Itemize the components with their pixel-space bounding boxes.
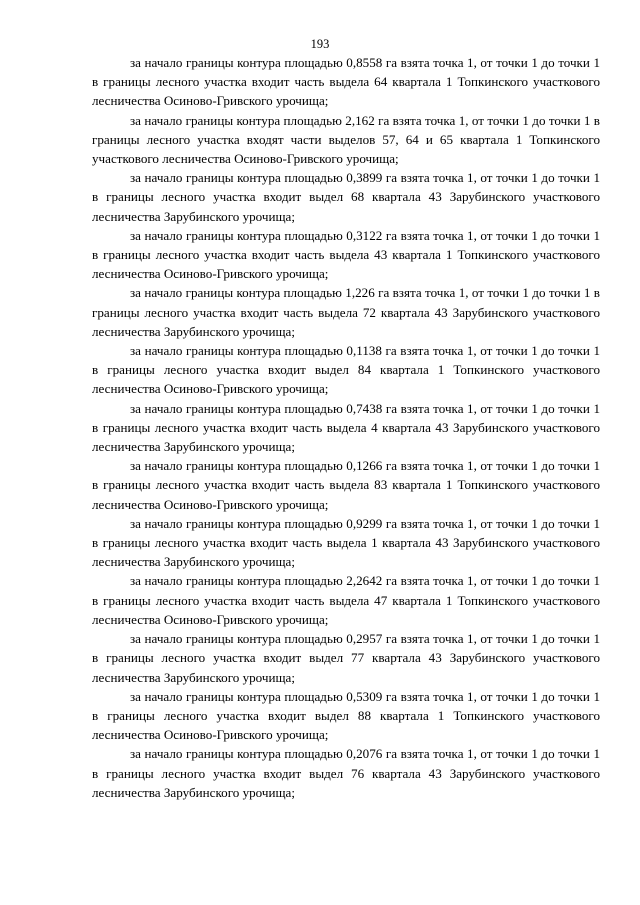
paragraph: за начало границы контура площадью 0,7438 га взята точка 1, от точки 1 до точки 1 в границы лесного участка входит часть выдела 4 квартала 43 Зарубинского участкового лесничества Зарубинского урочища;: [92, 400, 600, 455]
paragraph: за начало границы контура площадью 0,3122 га взята точка 1, от точки 1 до точки 1 в границы лесного участка входит часть выдела 43 квартала 1 Топкинского участкового лесничества Осиново-Гривского урочища;: [92, 227, 600, 282]
paragraph: за начало границы контура площадью 0,5309 га взята точка 1, от точки 1 до точки 1 в границы лесного участка входит выдел 88 квартала 1 Топкинского участкового лесничества Осиново-Гривского урочища;: [92, 688, 600, 743]
paragraph: за начало границы контура площадью 0,3899 га взята точка 1, от точки 1 до точки 1 в границы лесного участка входит выдел 68 квартала 43 Зарубинского участкового лесничества Зарубинского урочища;: [92, 170, 600, 224]
paragraph: за начало границы контура площадью 2,2642 га взята точка 1, от точки 1 до точки 1 в границы лесного участка входит часть выдела 47 квартала 1 Топкинского участкового лесничества Осиново-Гривского урочища;: [92, 573, 600, 627]
paragraph: за начало границы контура площадью 0,2076 га взята точка 1, от точки 1 до точки 1 в границы лесного участка входит выдел 76 квартала 43 Зарубинского участкового лесничества Зарубинского урочища;: [92, 746, 600, 800]
page-number: 193: [310, 37, 330, 51]
paragraph: за начало границы контура площадью 0,8558 га взята точка 1, от точки 1 до точки 1 в границы лесного участка входит часть выдела 64 квартала 1 Топкинского участкового лесничества Осиново-Гривского урочища;: [92, 55, 600, 109]
paragraph: за начало границы контура площадью 0,1266 га взята точка 1, от точки 1 до точки 1 в границы лесного участка входит часть выдела 83 квартала 1 Топкинского участкового лесничества Осиново-Гривского урочища;: [92, 458, 600, 512]
paragraph: за начало границы контура площадью 1,226 га взята точка 1, от точки 1 до точки 1 в границы лесного участка входит часть выдела 72 квартала 43 Зарубинского участкового лесничества Зарубинского урочища;: [92, 285, 600, 339]
document-body: [92, 53, 600, 802]
paragraph: за начало границы контура площадью 0,2957 га взята точка 1, от точки 1 до точки 1 в границы лесного участка входит выдел 77 квартала 43 Зарубинского участкового лесничества Зарубинского урочища;: [92, 631, 600, 685]
paragraph: за начало границы контура площадью 0,1138 га взята точка 1, от точки 1 до точки 1 в границы лесного участка входит выдел 84 квартала 1 Топкинского участкового лесничества Осиново-Гривского урочища;: [92, 343, 600, 397]
paragraph: за начало границы контура площадью 2,162 га взята точка 1, от точки 1 до точки 1 в границы лесного участка входят части выделов 57, 64 и 65 квартала 1 Топкинского участкового лесничества Осиново-Гривского урочища;: [92, 112, 600, 167]
paragraph: за начало границы контура площадью 0,9299 га взята точка 1, от точки 1 до точки 1 в границы лесного участка входит часть выдела 1 квартала 43 Зарубинского участкового лесничества Зарубинского урочища;: [92, 515, 600, 570]
